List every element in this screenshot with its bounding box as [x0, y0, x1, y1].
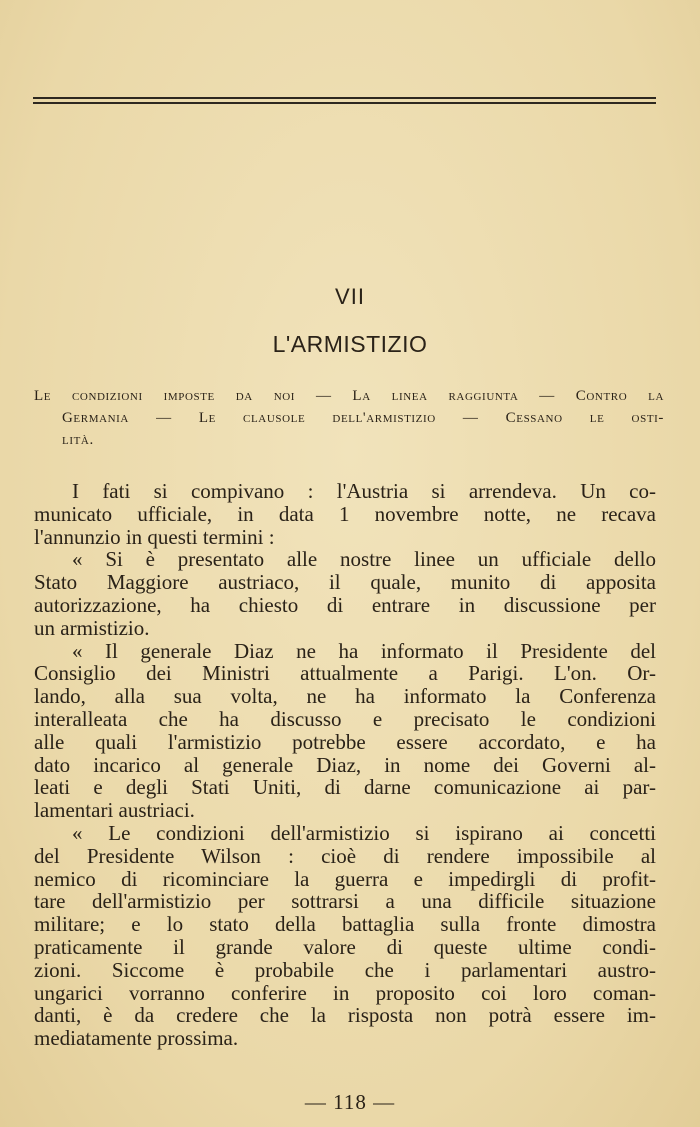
text-line: « Le condizioni dell'armistizio si ispirano ai concetti — [72, 820, 656, 845]
summary-line: Germania — Le clausole dell'armistizio — Cessano le osti- — [62, 410, 664, 426]
text-line: « Si è presentato alle nostre linee un ufficiale dello — [72, 547, 656, 572]
text-line: dato incarico al generale Diaz, in nome dei Governi al- — [34, 752, 656, 777]
summary-line: Le condizioni imposte da noi — La linea raggiunta — Contro la — [34, 388, 664, 404]
chapter-summary — [34, 385, 664, 451]
text-line: municato ufficiale, in data 1 novembre notte, ne recava — [34, 501, 656, 526]
header-rule-top — [33, 97, 656, 99]
text-line: l'annunzio in questi termini : — [34, 524, 275, 549]
text-line: Stato Maggiore austriaco, il quale, munito di apposita — [34, 570, 656, 595]
text-line: un armistizio. — [34, 615, 150, 640]
text-line: « Il generale Diaz ne ha informato il Presidente del — [72, 638, 656, 663]
text-line: lando, alla sua volta, ne ha informato la Conferenza — [34, 684, 656, 709]
page-number: — 118 — — [304, 1090, 396, 1114]
text-line: lamentari austriaci. — [34, 798, 195, 823]
text-line: tare dell'armistizio per sottrarsi a una difficile situazione — [34, 889, 656, 914]
body-text — [34, 480, 656, 1050]
text-line: danti, è da credere che la risposta non potrà essere im- — [34, 1003, 656, 1028]
header-rule-bottom — [33, 102, 656, 104]
text-line: I fati si compivano : l'Austria si arrendeva. Un co- — [72, 479, 656, 503]
text-line: autorizzazione, ha chiesto di entrare in discussione per — [34, 592, 656, 617]
text-line: nemico di ricominciare la guerra e impedirgli di profit- — [34, 866, 656, 891]
text-line: militare; e lo stato della battaglia sulla fronte dimostra — [34, 912, 656, 937]
summary-line: lità. — [62, 432, 94, 448]
chapter-number: VII — [335, 284, 365, 309]
text-line: interalleata che ha discusso e precisato le condizioni — [34, 706, 656, 731]
text-line: Consiglio dei Ministri attualmente a Parigi. L'on. Or- — [34, 661, 656, 686]
text-line: del Presidente Wilson : cioè di rendere impossibile al — [34, 843, 656, 868]
text-line: leati e degli Stati Uniti, di darne comunicazione ai par- — [34, 775, 656, 800]
text-line: mediatamente prossima. — [34, 1026, 239, 1051]
text-line: zioni. Siccome è probabile che i parlamentari austro- — [34, 957, 656, 982]
text-line: ungarici vorranno conferire in proposito coi loro coman- — [34, 980, 656, 1005]
text-line: alle quali l'armistizio potrebbe essere accordato, e ha — [34, 729, 656, 754]
text-line: praticamente il grande valore di queste ultime condi- — [34, 934, 656, 959]
chapter-title: L'ARMISTIZIO — [272, 331, 428, 357]
